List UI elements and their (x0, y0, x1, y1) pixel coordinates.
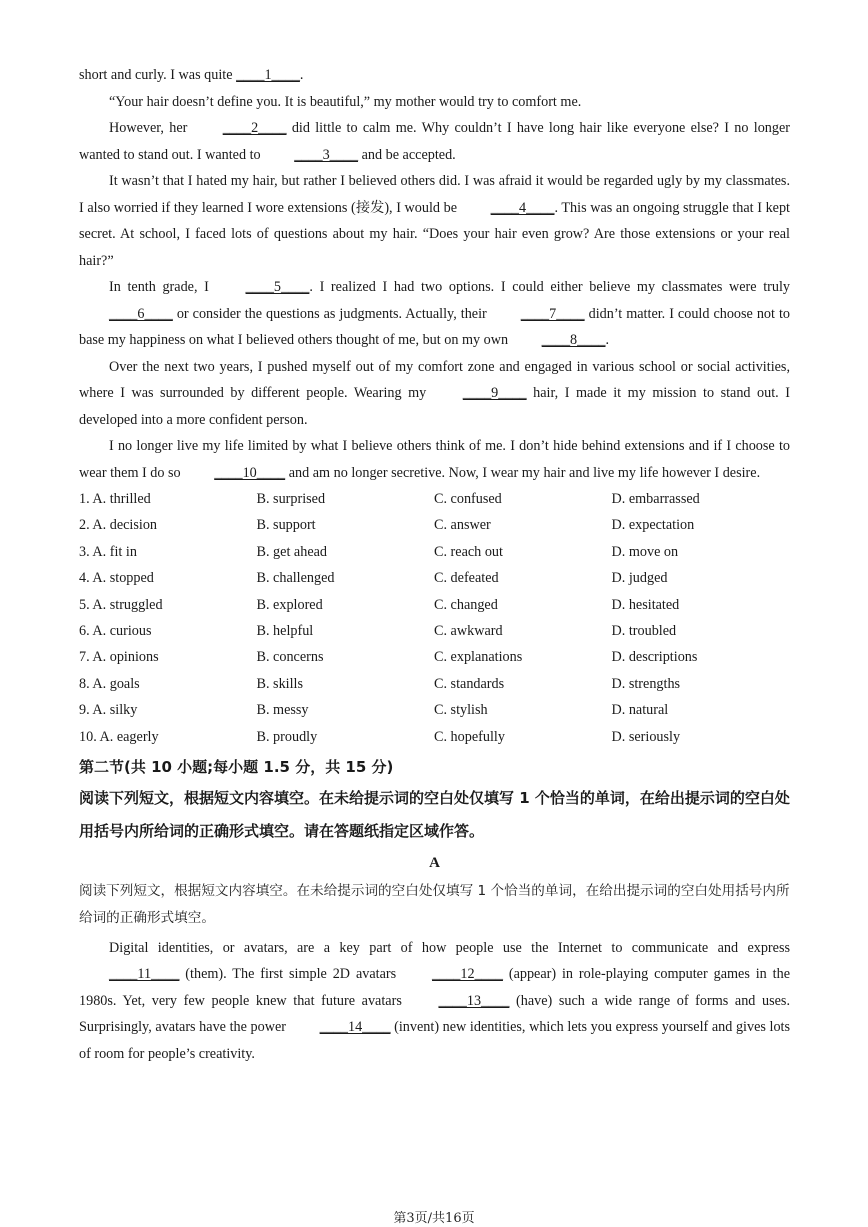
option-d: D. strengths (611, 675, 681, 692)
text: (them). The first simple 2D avatars (179, 966, 403, 983)
passage-paragraph (79, 274, 790, 354)
option-c: C. answer (434, 517, 491, 534)
passage-paragraph (79, 115, 790, 168)
option-row (79, 671, 790, 697)
exam-page (79, 62, 790, 1067)
text: and am no longer secretive. Now, I wear my hair and live my life however I desire. (285, 464, 761, 481)
text: I no longer live my life limited by what I believe others think of me. I don’t hide behind extensions and if I choose to wear them I do so (79, 438, 790, 481)
text: It wasn’t that I hated my hair, but rather I believed others did. I was afraid it would be regarded ugly by my classmates. I also worried if they learned I wore extensions (接发), I would be (79, 173, 790, 216)
passage-paragraph (79, 89, 790, 116)
blank-11: ____11____ (109, 966, 180, 983)
option-c: C. stylish (434, 702, 488, 719)
page-number: 第3页/共16页 (393, 1211, 475, 1226)
option-d: D. seriously (611, 728, 681, 745)
blank-1: ____1____ (236, 67, 300, 83)
option-a: 7. A. opinions (79, 649, 159, 666)
section-title: 第二节(共 10 小题;每小题 1.5 分，共 15 分) (79, 757, 394, 776)
option-c: C. hopefully (434, 728, 505, 745)
text: “Your hair doesn’t define you. It is beautiful,” my mother would try to comfort me. (109, 93, 582, 110)
text: short and curly. I was quite (79, 67, 237, 83)
blank-12: ____12____ (432, 966, 503, 983)
option-a: 5. A. struggled (79, 596, 163, 613)
option-a: 10. A. eagerly (79, 728, 159, 745)
part-instruction: 阅读下列短文，根据短文内容填空。在未给提示词的空白处仅填写 1 个恰当的单词，在给出提示词的空白处用括号内所给词的正确形式填空。 (79, 882, 790, 926)
option-row (79, 486, 790, 512)
blank-13: ____13____ (438, 992, 510, 1009)
text: . (605, 332, 610, 348)
option-b: B. messy (256, 702, 309, 719)
option-d: D. expectation (611, 517, 695, 534)
option-row (79, 644, 790, 670)
text: (appear) in role-playing computer games in the 1980s. Yet, very few people knew that future avatars (79, 966, 790, 1009)
option-c: C. defeated (434, 570, 499, 587)
text: (have) such a wide range of forms and uses. Surprisingly, avatars have the power (79, 992, 790, 1036)
blank-4: ____4____ (490, 199, 555, 216)
blank-3: ____3____ (294, 146, 359, 163)
passage-paragraph (79, 935, 790, 1068)
option-d: D. judged (611, 570, 668, 587)
blank-8: ____8____ (541, 332, 606, 348)
blank-14: ____14____ (319, 1019, 391, 1036)
text: Over the next two years, I pushed myself out of my comfort zone and engaged in various school or social activities, where I was surrounded by different people. Wearing my (79, 358, 790, 401)
passage-paragraph (79, 168, 790, 274)
passage-paragraph (79, 354, 790, 434)
text: and be accepted. (358, 146, 456, 163)
passage-paragraph (79, 62, 790, 89)
option-a: 3. A. fit in (79, 543, 137, 560)
blank-10: ____10____ (214, 464, 286, 481)
section-instruction: 阅读下列短文，根据短文内容填空。在未给提示词的空白处仅填写 1 个恰当的单词，在给出提示词的空白处用括号内所给词的正确形式填空。请在答题纸指定区域作答。 (79, 788, 790, 840)
option-c: C. reach out (434, 543, 503, 560)
text: did little to calm me. Why couldn’t I have long hair like everyone else? I no longer wanted to stand out. I wanted to (79, 120, 791, 163)
option-c: C. awkward (434, 622, 503, 639)
passage-paragraph (79, 433, 790, 486)
option-b: B. concerns (256, 649, 324, 666)
text: In tenth grade, I (109, 279, 216, 295)
option-b: B. skills (256, 675, 304, 692)
option-a: 4. A. stopped (79, 570, 154, 587)
option-a: 6. A. curious (79, 622, 152, 639)
option-c: C. changed (434, 596, 498, 613)
option-b: B. surprised (256, 491, 326, 507)
option-d: D. descriptions (611, 649, 698, 666)
option-b: B. helpful (256, 622, 314, 639)
text: Digital identities, or avatars, are a key part of how people use the Internet to communicate and express (109, 939, 790, 956)
option-b: B. challenged (256, 570, 335, 587)
option-b: B. proudly (256, 728, 318, 745)
option-b: B. explored (256, 596, 323, 613)
option-c: C. explanations (434, 649, 523, 666)
answer-options (79, 486, 790, 750)
option-row (79, 512, 790, 538)
option-b: B. get ahead (256, 543, 328, 560)
blank-2: ____2____ (222, 120, 287, 136)
option-row (79, 565, 790, 591)
blank-9: ____9____ (462, 385, 527, 401)
option-row (79, 539, 790, 565)
text: hair, I made it my mission to stand out. I developed into a more confident person. (79, 385, 790, 428)
text: (invent) new identities, which lets you express yourself and gives lots of room for people’s creativity. (79, 1019, 790, 1062)
option-row (79, 724, 790, 750)
blank-5: ____5____ (245, 279, 310, 295)
option-c: C. standards (434, 675, 505, 692)
blank-6: ____6____ (109, 305, 173, 322)
option-row (79, 618, 790, 644)
option-d: D. natural (611, 702, 669, 719)
option-row (79, 592, 790, 618)
option-d: D. hesitated (611, 596, 680, 613)
text: . (299, 67, 304, 83)
blank-7: ____7____ (520, 305, 585, 322)
option-d: D. move on (611, 543, 679, 560)
option-c: C. confused (434, 491, 502, 507)
text: However, her (109, 120, 193, 136)
option-a: 1. A. thrilled (79, 491, 151, 507)
option-a: 2. A. decision (79, 517, 158, 534)
option-a: 8. A. goals (79, 675, 140, 692)
option-a: 9. A. silky (79, 702, 138, 719)
text: . This was an ongoing struggle that I kept secret. At school, I faced lots of questions about my hair. “Does your hair even grow? Are those extensions or your real hair?” (79, 199, 790, 269)
text: or consider the questions as judgments. Actually, their (172, 305, 491, 322)
option-b: B. support (256, 517, 316, 534)
option-row (79, 697, 790, 723)
option-d: D. troubled (611, 622, 677, 639)
option-d: D. embarrassed (611, 491, 700, 507)
text: . I realized I had two options. I could either believe my classmates were truly (309, 279, 790, 295)
text: didn’t matter. I could choose not to base my happiness on what I believed others thought of me, but on my own (79, 305, 790, 348)
part-label: A (429, 854, 440, 871)
